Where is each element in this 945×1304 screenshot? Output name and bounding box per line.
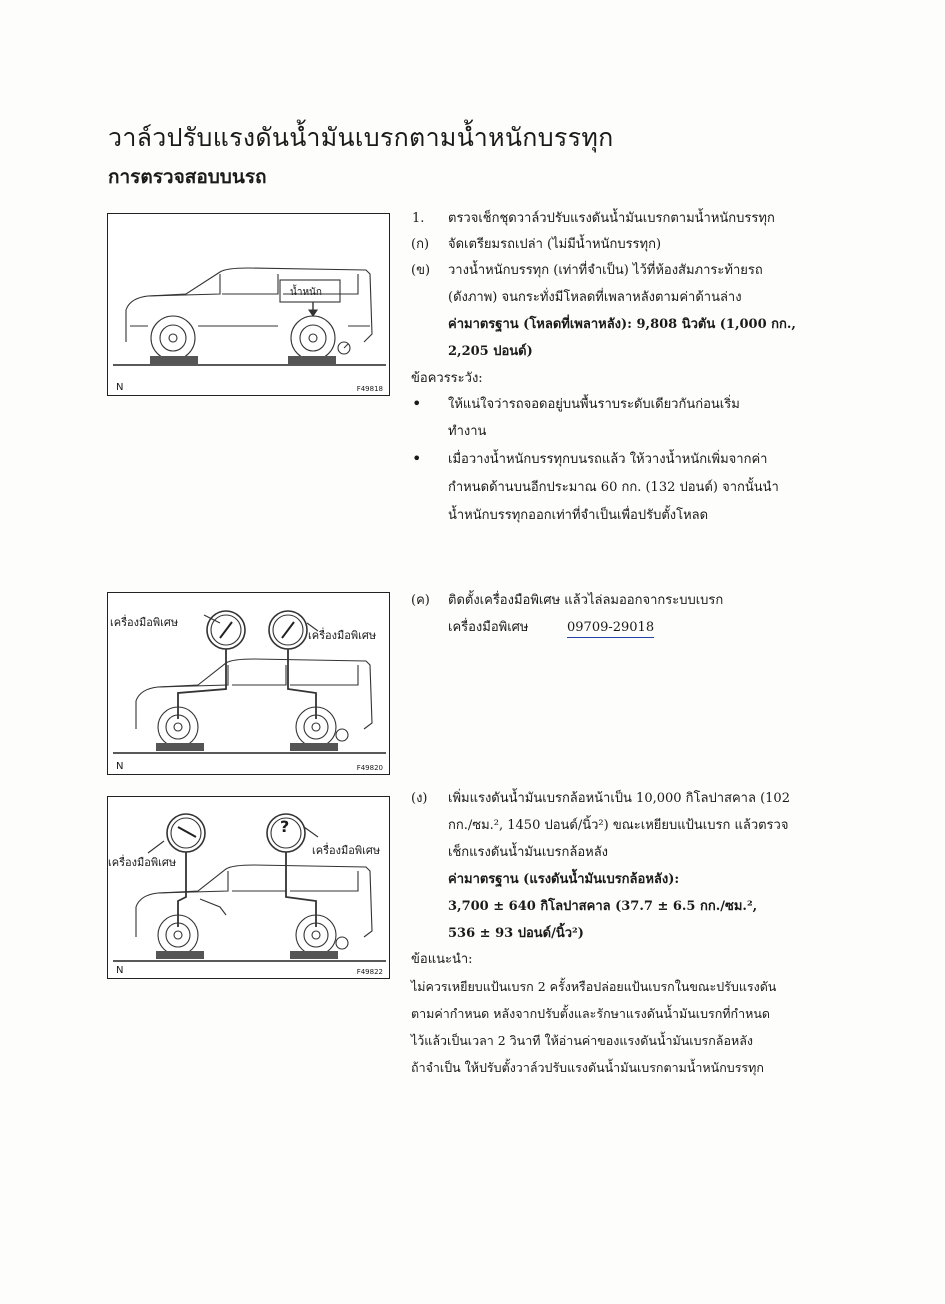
special-tool-label-right: เครื่องมือพิเศษ <box>308 629 377 642</box>
sub-step-text: (ดังภาพ) จนกระทั่งมีโหลดที่เพลาหลังตามค่าด้านล่าง <box>448 290 742 305</box>
hint-text: ถ้าจำเป็น ให้ปรับตั้งวาล์วปรับแรงดันน้ำมันเบรกตามน้ำหนักบรรทุก <box>411 1060 764 1075</box>
caution-heading: ข้อควรระวัง: <box>411 371 483 386</box>
caution-text: กำหนดด้านบนอีกประมาณ 60 กก. (132 ปอนด์) จากนั้นนำ <box>448 480 779 495</box>
sub-step-label: (ข) <box>411 263 431 278</box>
sub-step-text: กก./ซม.², 1450 ปอนด์/นิ้ว²) ขณะเหยียบแป้นเบรก แล้วตรวจ <box>448 818 789 833</box>
hint-text: ไว้แล้วเป็นเวลา 2 วินาที ให้อ่านค่าของแรงดันน้ำมันเบรกล้อหลัง <box>411 1033 753 1048</box>
pressure-check-illustration <box>108 797 391 980</box>
special-tool-label-right: เครื่องมือพิเศษ <box>312 844 381 857</box>
page-subtitle: การตรวจสอบบนรถ <box>108 166 267 188</box>
sub-step-label: (ง) <box>411 791 428 806</box>
step-number: 1. <box>412 211 425 226</box>
figure-pressure-check <box>107 796 390 979</box>
page-title: วาล์วปรับแรงดันน้ำมันเบรกตามน้ำหนักบรรทุก <box>108 123 614 152</box>
sub-step-text: เพิ่มแรงดันน้ำมันเบรกล้อหน้าเป็น 10,000 กิโลปาสคาล (102 <box>448 791 790 806</box>
sub-step-text: ติดตั้งเครื่องมือพิเศษ แล้วไล่ลมออกจากระบบเบรก <box>448 593 724 608</box>
standard-value: 536 ± 93 ปอนด์/นิ้ว²) <box>448 926 584 941</box>
gauge-question-mark: ? <box>280 817 290 836</box>
bullet-icon: • <box>412 449 422 468</box>
standard-value: ค่ามาตรฐาน (โหลดที่เพลาหลัง): 9,808 นิวตัน (1,000 กก., <box>448 317 796 332</box>
sub-step-text: จัดเตรียมรถเปล่า (ไม่มีน้ำหนักบรรทุก) <box>448 237 662 252</box>
standard-value: ค่ามาตรฐาน (แรงดันน้ำมันเบรกล้อหลัง): <box>448 872 680 887</box>
north-mark: N <box>116 965 124 976</box>
vehicle-load-illustration <box>108 214 391 397</box>
sub-step-label: (ก) <box>411 237 430 252</box>
figure-vehicle-load <box>107 213 390 396</box>
hint-text: ไม่ควรเหยียบแป้นเบรก 2 ครั้งหรือปล่อยแป้นเบรกในขณะปรับแรงดัน <box>411 979 777 994</box>
step-text: ตรวจเช็กชุดวาล์วปรับแรงดันน้ำมันเบรกตามน้ำหนักบรรทุก <box>448 211 775 226</box>
standard-value: 2,205 ปอนด์) <box>448 344 533 359</box>
figure-code: F49822 <box>356 968 383 976</box>
caution-text: ให้แน่ใจว่ารถจอดอยู่บนพื้นราบระดับเดียวกันก่อนเริ่ม <box>448 397 740 412</box>
special-tool-number: 09709-29018 <box>567 620 654 638</box>
sub-step-text: เช็กแรงดันน้ำมันเบรกล้อหลัง <box>448 845 609 860</box>
special-tool-label-left: เครื่องมือพิเศษ <box>110 616 179 629</box>
special-tool-heading: เครื่องมือพิเศษ <box>448 620 529 635</box>
figure-code: F49820 <box>356 764 383 772</box>
hint-heading: ข้อแนะนำ: <box>411 952 473 967</box>
bullet-icon: • <box>412 394 422 413</box>
figure-special-tools-install <box>107 592 390 775</box>
hint-text: ตามค่ากำหนด หลังจากปรับตั้งและรักษาแรงดันน้ำมันเบรกที่กำหนด <box>411 1006 771 1021</box>
caution-text: เมื่อวางน้ำหนักบรรทุกบนรถแล้ว ให้วางน้ำหนักเพิ่มจากค่า <box>448 452 768 467</box>
caution-text: ทำงาน <box>448 424 487 439</box>
special-tool-label-left: เครื่องมือพิเศษ <box>108 856 177 869</box>
weight-label: น้ำหนัก <box>290 287 322 298</box>
sub-step-text: วางน้ำหนักบรรทุก (เท่าที่จำเป็น) ไว้ที่ห้องสัมภาระท้ายรถ <box>448 263 763 278</box>
standard-value: 3,700 ± 640 กิโลปาสคาล (37.7 ± 6.5 กก./ซม.², <box>448 899 758 914</box>
figure-code: F49818 <box>356 385 383 393</box>
sub-step-label: (ค) <box>411 593 430 608</box>
caution-text: น้ำหนักบรรทุกออกเท่าที่จำเป็นเพื่อปรับตั้งโหลด <box>448 508 709 523</box>
north-mark: N <box>116 382 124 393</box>
north-mark: N <box>116 761 124 772</box>
